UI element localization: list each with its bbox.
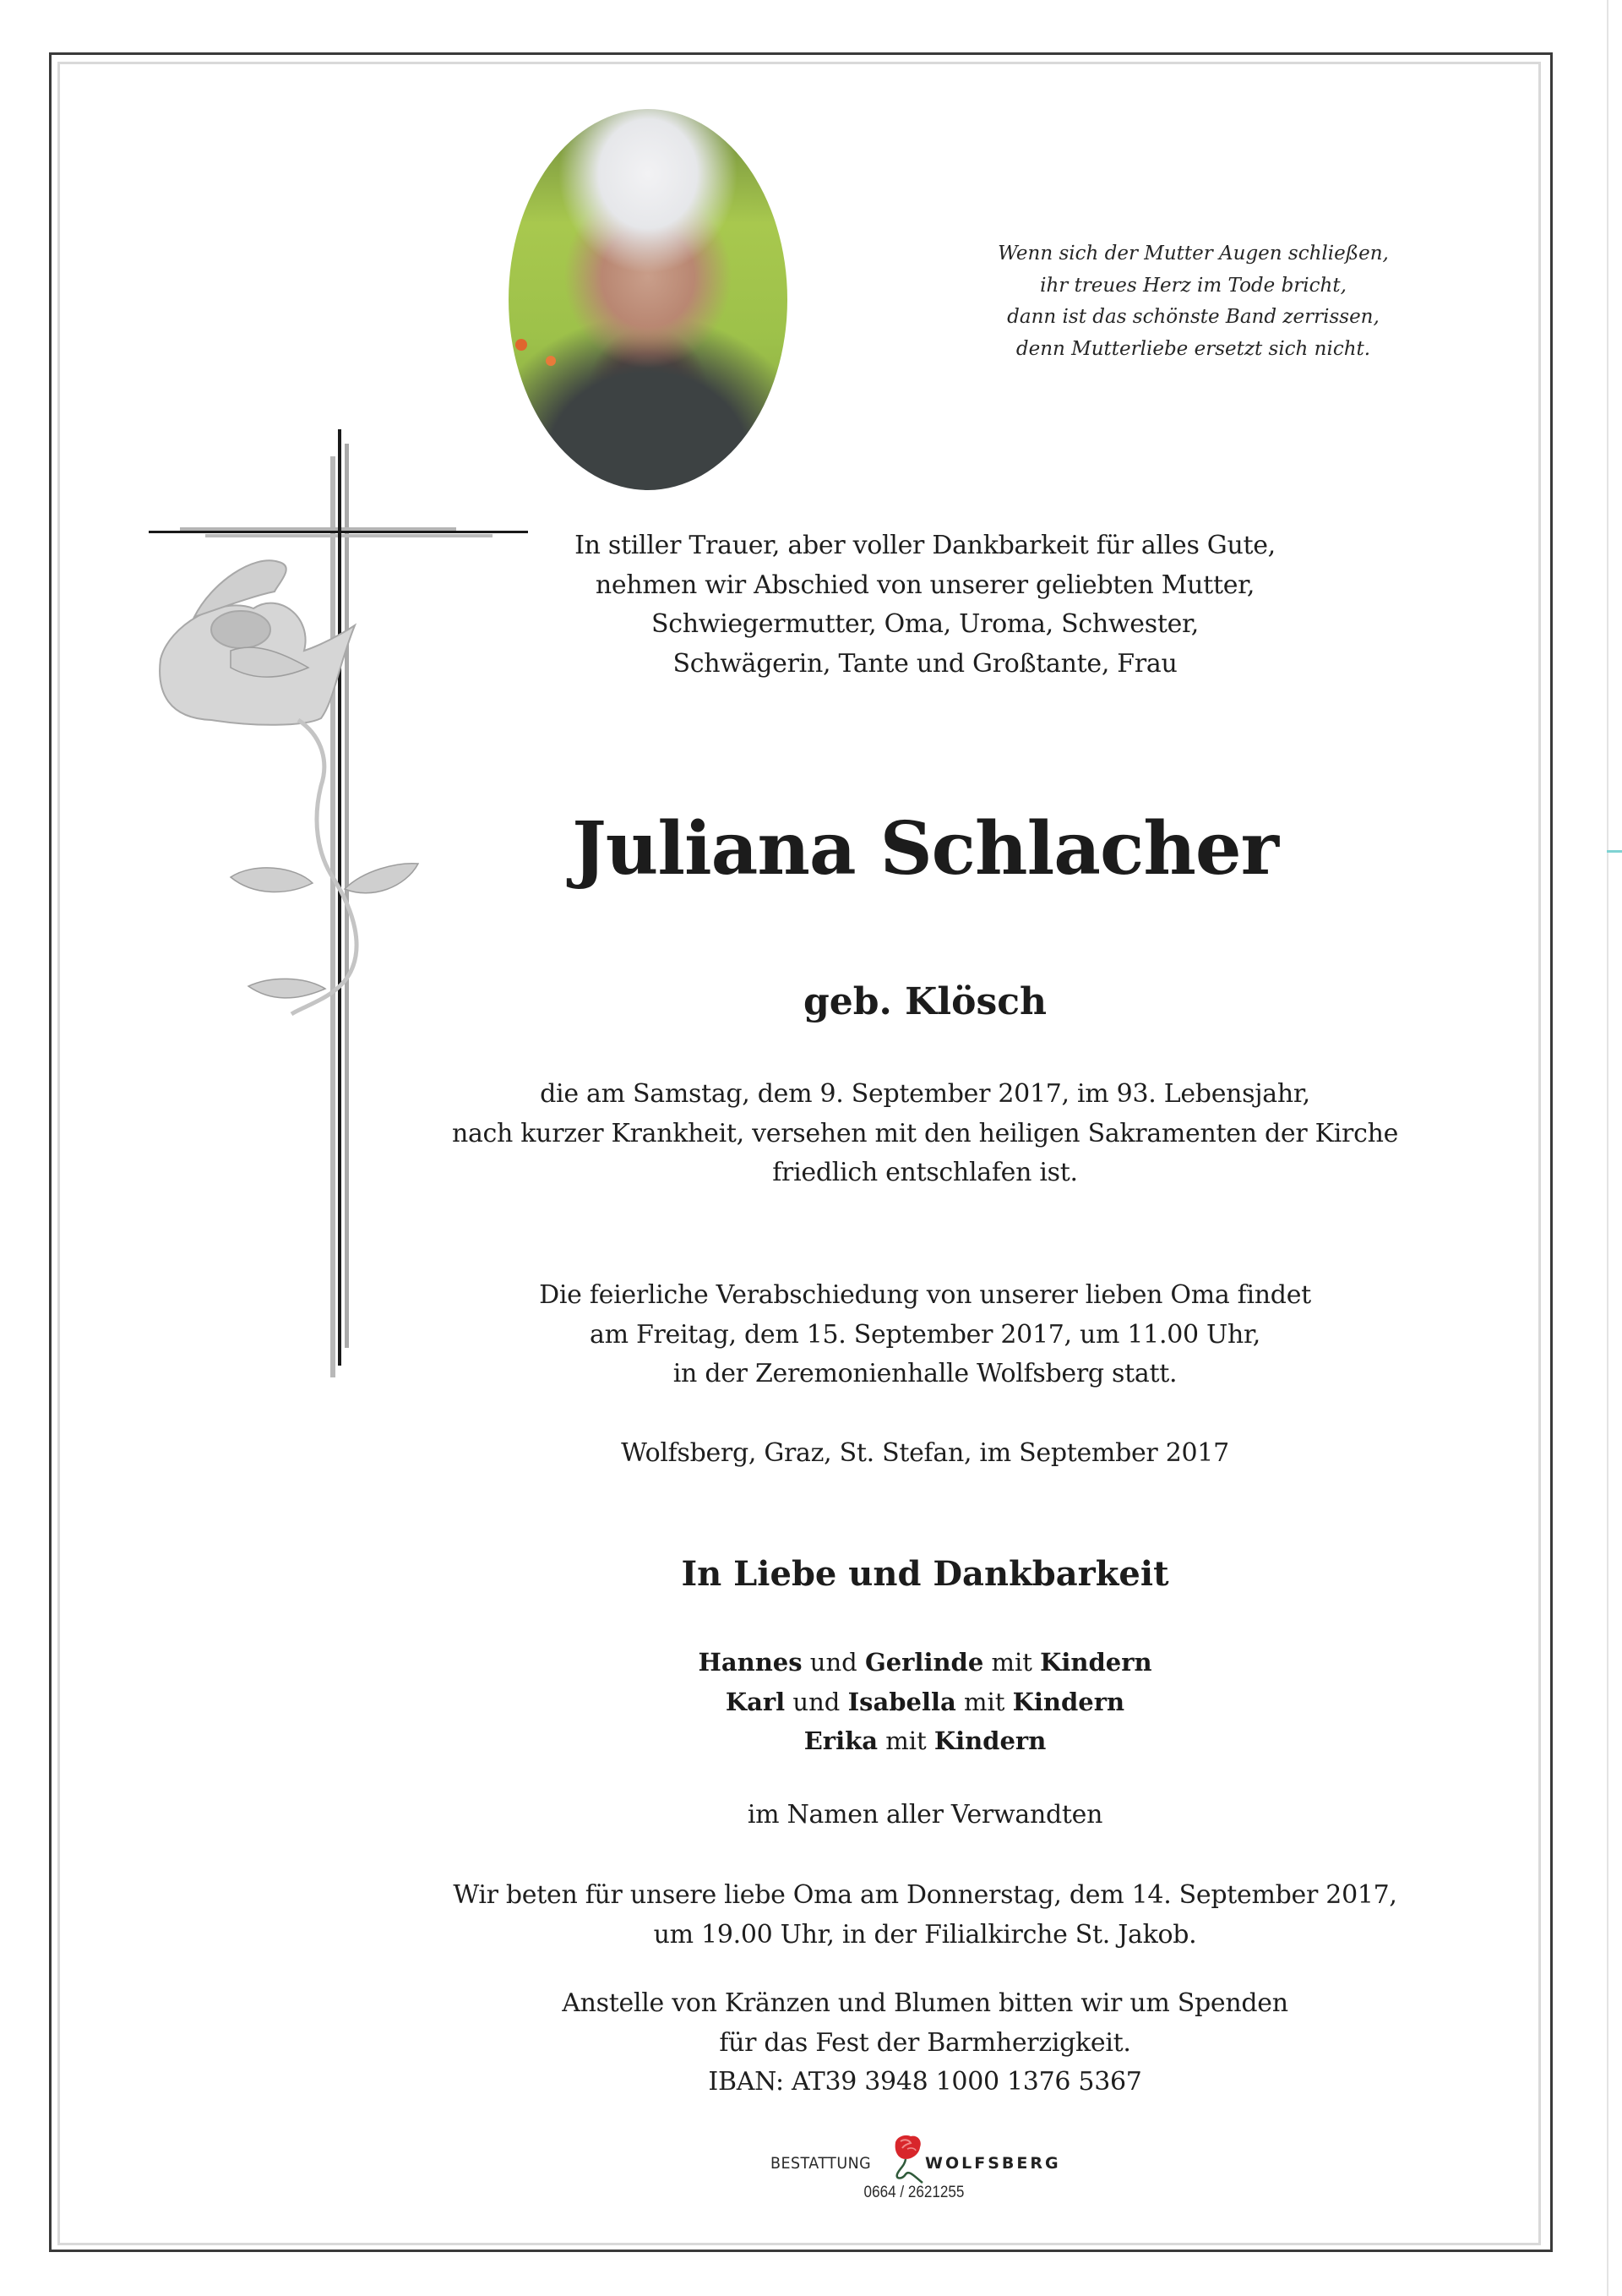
photo-flower xyxy=(546,356,556,366)
poem-line: ihr treues Herz im Tode bricht, xyxy=(1040,274,1347,297)
mourner-line xyxy=(372,1682,1478,1722)
intro-line: nehmen wir Abschied von unserer geliebten Mutter, xyxy=(595,570,1255,600)
poem-line: dann ist das schönste Band zerrissen, xyxy=(1007,306,1380,328)
funeral-home-logo xyxy=(770,2134,1062,2186)
death-line: friedlich entschlafen ist. xyxy=(772,1158,1078,1187)
maiden-name: geb. Klösch xyxy=(803,980,1048,1023)
death-line: die am Samstag, dem 9. September 2017, im 93. Lebensjahr, xyxy=(540,1079,1310,1109)
phone-number: 0664 / 2621255 xyxy=(863,2184,965,2201)
mourner-line xyxy=(372,1643,1478,1682)
mourner-name: Isabella xyxy=(847,1687,956,1716)
mourner-kids: Kindern xyxy=(1012,1687,1125,1716)
intro-line: Schwägerin, Tante und Großtante, Frau xyxy=(672,648,1178,679)
logo-text-right: WOLFSBERG xyxy=(925,2154,1061,2173)
portrait-photo xyxy=(509,109,787,490)
intro-line: Schwiegermutter, Oma, Uroma, Schwester, xyxy=(650,609,1200,639)
mourner-name: Gerlinde xyxy=(864,1648,984,1677)
place-date: Wolfsberg, Graz, St. Stefan, im September 2017 xyxy=(621,1438,1229,1468)
funeral-info xyxy=(372,1276,1478,1394)
mourner-name: Karl xyxy=(725,1687,786,1716)
prayer-info xyxy=(372,1876,1478,1955)
funeral-line: am Freitag, dem 15. September 2017, um 11.00 Uhr, xyxy=(589,1319,1260,1350)
donation-line: Anstelle von Kränzen und Blumen bitten wir um Spenden xyxy=(562,1988,1288,2018)
mourner-conj: und xyxy=(792,1687,841,1716)
prayer-line: um 19.00 Uhr, in der Filialkirche St. Jakob. xyxy=(653,1919,1197,1950)
mourner-line xyxy=(372,1721,1478,1761)
mourner-with: mit xyxy=(964,1687,1005,1716)
mourner-name: Erika xyxy=(803,1726,878,1755)
poem-line: denn Mutterliebe ersetzt sich nicht. xyxy=(1015,337,1371,360)
death-line: nach kurzer Krankheit, versehen mit den heiligen Sakramenten der Kirche xyxy=(451,1118,1399,1148)
photo-flower xyxy=(515,339,527,351)
funeral-line: Die feierliche Verabschiedung von unserer lieben Oma findet xyxy=(539,1280,1311,1310)
intro-line: In stiller Trauer, aber voller Dankbarkeit für alles Gute, xyxy=(574,531,1276,560)
mourner-with: mit xyxy=(991,1648,1032,1677)
rose-icon xyxy=(890,2134,924,2186)
mourners-list xyxy=(372,1643,1478,1761)
deceased-name: Juliana Schlacher xyxy=(572,806,1278,892)
thanks-heading: In Liebe und Dankbarkeit xyxy=(681,1554,1169,1594)
memorial-poem xyxy=(946,238,1440,365)
mourner-kids: Kindern xyxy=(1040,1648,1152,1677)
mourner-name: Hannes xyxy=(698,1648,803,1677)
mourner-kids: Kindern xyxy=(933,1726,1047,1755)
prayer-line: Wir beten für unsere liebe Oma am Donnerstag, dem 14. September 2017, xyxy=(453,1880,1397,1910)
relatives-note: im Namen aller Verwandten xyxy=(747,1800,1103,1830)
scan-mark xyxy=(1607,850,1622,853)
logo-text-left: BESTATTUNG xyxy=(770,2154,872,2173)
death-notice xyxy=(372,1075,1478,1193)
mourner-with: mit xyxy=(885,1726,927,1755)
donation-info xyxy=(372,1984,1478,2102)
mourner-conj: und xyxy=(809,1648,857,1677)
donation-line: für das Fest der Barmherzigkeit. xyxy=(719,2027,1131,2058)
scan-edge-line xyxy=(1607,0,1608,2296)
funeral-line: in der Zeremonienhalle Wolfsberg statt. xyxy=(672,1359,1178,1388)
poem-line: Wenn sich der Mutter Augen schließen, xyxy=(998,243,1389,265)
intro-text xyxy=(372,526,1478,684)
iban-line: IBAN: AT39 3948 1000 1376 5367 xyxy=(708,2067,1142,2097)
